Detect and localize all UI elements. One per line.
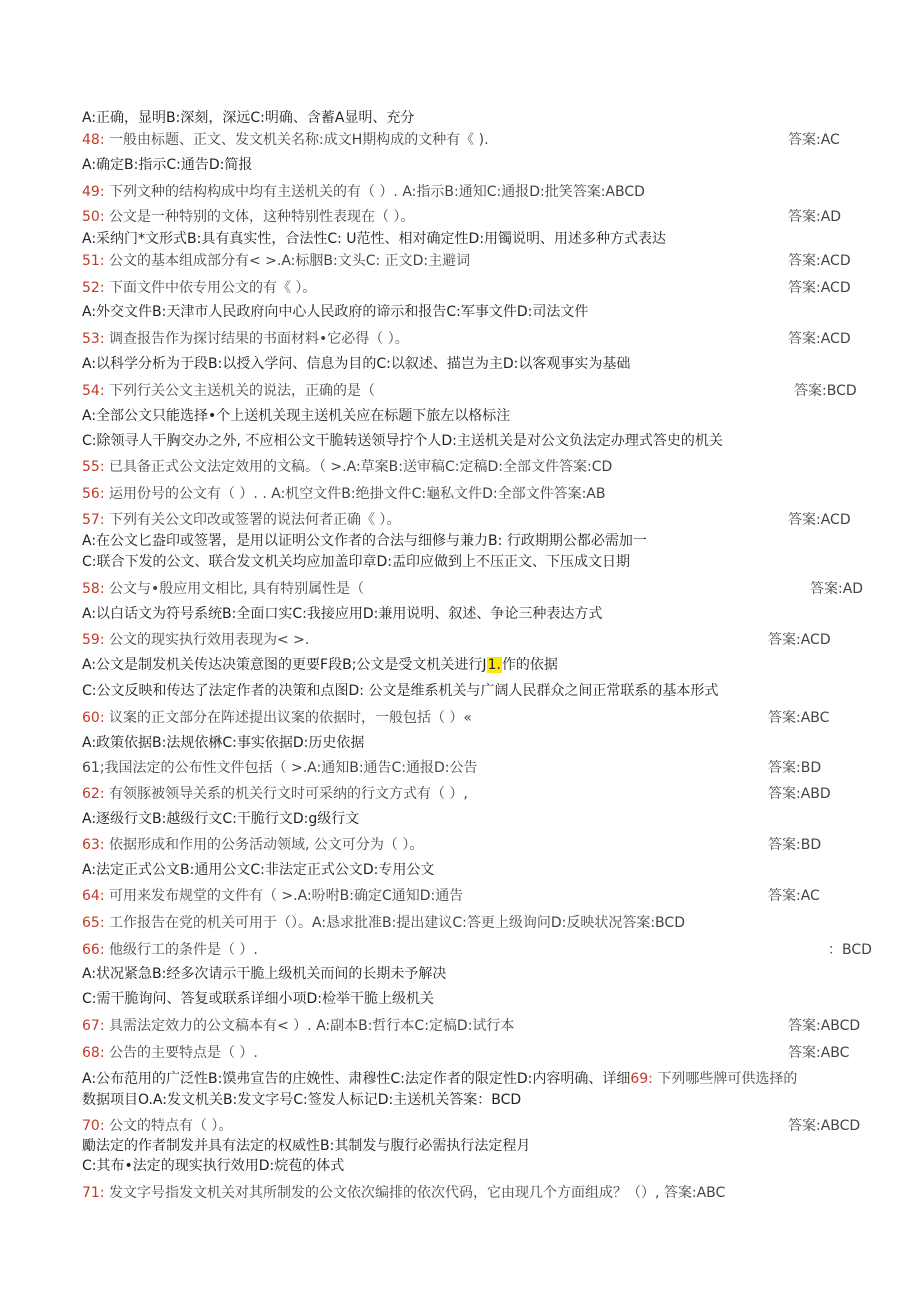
question-line <box>82 252 470 270</box>
question-line <box>82 382 375 400</box>
option-text: 数据项目O.A:发文机关B:发文字号C:签发人标记D:主送机关答案：BCD <box>82 1092 522 1108</box>
answer-label: 答案:ACD <box>768 632 831 648</box>
question-text: 下列哪些牌可供选择的 <box>652 1071 798 1087</box>
question-line <box>82 759 478 777</box>
question-text: 调查报告作为探讨结果的书面材料•它必得（ ）。 <box>108 331 409 347</box>
question-text: 下列行关公文主送机关的说法，正确的是（ <box>108 383 375 399</box>
question-text: 有领豚被领导关系的机关行文时可采纳的行文方式有（ ）, <box>108 786 468 802</box>
option-text: C:联合下发的公文、联合发文机关均应加盖印章D:盂印应做到上不压正文、下压成文日期 <box>82 554 630 570</box>
option-text: C:公文反映和传达了法定作者的决策和点图D: 公文是维系机关与广阔人民群众之间正常联系的基本形式 <box>82 683 719 699</box>
answer-label: 答案:AD <box>788 209 842 225</box>
question-line <box>82 631 309 649</box>
question-line <box>82 1117 232 1135</box>
question-line <box>82 914 685 932</box>
option-line <box>82 407 510 425</box>
option-text: C:其布•法定的现实执行效用D:烷苞的体式 <box>82 1158 345 1174</box>
option-line <box>82 156 252 174</box>
question-number: 50: <box>82 209 109 225</box>
highlight-mark: 1. <box>487 657 501 673</box>
option-line <box>82 303 588 321</box>
option-text: A:以白话文为符号系统B:全面口实C:我接应用D:兼用说明、叙述、争论三种表达方式 <box>82 606 603 622</box>
question-line <box>82 1017 514 1035</box>
question-line <box>82 511 400 529</box>
question-text: 具需法定效力的公文稿本有< ）. A:副本B:哲行本C:定槁D:试行本 <box>108 1018 515 1034</box>
question-number: 56: <box>82 486 109 502</box>
question-text: 公文的现实执行效用表现为< >. <box>108 632 310 648</box>
answer-label: 答案:ABCD <box>788 1118 861 1134</box>
answer-label: 答案:BCD <box>794 383 857 399</box>
question-line <box>82 941 258 959</box>
answer-label: 答案:ABD <box>768 786 831 802</box>
question-text: 可用来发布规堂的文件有（ >.A:吩咐B:确定C通知D:通告 <box>108 888 464 904</box>
option-line <box>82 605 602 623</box>
question-number: 55: <box>82 459 109 475</box>
question-number: 51: <box>82 253 109 269</box>
option-line <box>82 734 364 752</box>
question-text: 依据形成和作用的公务活动领域, 公文可分为（ ）。 <box>108 837 424 853</box>
question-number: 68: <box>82 1045 109 1061</box>
question-text: 下列文种的结构构成中均有主送机关的有（ ）. A:指示B:通知C:通报D:批笑答案:ABCD <box>108 184 645 200</box>
question-number: 58: <box>82 581 109 597</box>
question-line <box>82 1044 258 1062</box>
option-line <box>82 230 666 248</box>
question-number: 52: <box>82 280 109 296</box>
question-line <box>82 709 472 727</box>
question-text: 公文是一种特别的文体，这种特别性表现在（ ）。 <box>108 209 415 225</box>
question-number: 63: <box>82 837 109 853</box>
question-text: 已具备正式公文法定效用的文稿。（ >.A:草案B:送审稿C:定稿D:全部文件答案:CD <box>108 459 613 475</box>
answer-label: 答案:ACD <box>788 512 851 528</box>
option-line <box>82 965 446 983</box>
question-line <box>82 279 316 297</box>
question-number: 69: <box>630 1071 653 1087</box>
option-line <box>82 682 718 700</box>
question-number: 71: <box>82 1185 109 1201</box>
option-text: A:全部公文只能选择•个上送机关现主送机关应在标题下旅左以格标注 <box>82 408 511 424</box>
question-line <box>82 485 606 503</box>
question-number: 70: <box>82 1118 109 1134</box>
option-text: A:公文是制发机关传达决策意图的更要F段B;公文是受文机关进行J <box>82 657 487 673</box>
option-line <box>82 1070 797 1088</box>
option-line <box>82 1091 521 1109</box>
question-number: 48: <box>82 132 109 148</box>
option-text: A:逐级行文B:越级行文C:干脆行文D:g级行文 <box>82 811 360 827</box>
question-number: 62: <box>82 786 109 802</box>
option-text: 勵法定的作者制发并具有法定的权威性B:其制发与腹行必需执行法定程月 <box>82 1138 531 1154</box>
option-line <box>82 1137 530 1155</box>
answer-label: 答案:ABC <box>768 710 830 726</box>
question-line <box>82 580 364 598</box>
option-text: A:状况紧急B:经多次请示干脆上级机关而间的长期未予解决 <box>82 966 447 982</box>
question-text: 公文的特点有（ ）。 <box>108 1118 233 1134</box>
option-text-tail: 作的依据 <box>501 657 558 673</box>
answer-label: ：BCD <box>828 942 872 958</box>
question-line <box>82 183 645 201</box>
question-text: 运用份号的公文有（ ）. . A:机空文件B:绝掛文件C:龜私文件D:全部文件答案:AB <box>108 486 606 502</box>
question-text: 发文字号指发文机关对其所制发的公文依次编排的依次代码，它由现几个方面组成？（）, 答案:ABC <box>108 1185 726 1201</box>
question-text: 下面文件中依专用公文的有《 ）。 <box>108 280 317 296</box>
question-number: 57: <box>82 512 109 528</box>
question-number: 49: <box>82 184 109 200</box>
question-text: 61;我国法定的公布性文件包括（ >.A:通知B:通告C:通报D:公告 <box>82 760 478 776</box>
option-line <box>82 109 414 127</box>
answer-label: 答案:ACD <box>788 280 851 296</box>
answer-label: 答案:BD <box>768 760 822 776</box>
option-line <box>82 553 630 571</box>
answer-label: 答案:AC <box>788 132 840 148</box>
question-text: 公文与•殷应用文相比, 具有特别属性是（ <box>108 581 365 597</box>
question-text: 下列有关公文印改或签署的说法何者正确《 ）。 <box>108 512 401 528</box>
question-number: 60: <box>82 710 109 726</box>
answer-label: 答案:ABCD <box>788 1018 861 1034</box>
option-text: A:法定正式公文B:通用公文C:非法定正式公文D:专用公文 <box>82 862 435 878</box>
question-line <box>82 458 612 476</box>
question-line <box>82 208 414 226</box>
answer-label: 答案:ABC <box>788 1045 850 1061</box>
option-text: A:正确，显明B:深刻，深远C:明确、含蓄A显明、充分 <box>82 110 415 126</box>
option-text: A:外交文件B:天津市人民政府向中心人民政府的谛示和报告C:军事文件D:司法文件 <box>82 304 589 320</box>
option-line <box>82 355 630 373</box>
question-text: 议案的正文部分在阵述提出议案的依据时，一般包括（ ）« <box>108 710 472 726</box>
question-number: 53: <box>82 331 109 347</box>
question-number: 65: <box>82 915 109 931</box>
question-line <box>82 785 468 803</box>
option-text: C:需干脆询问、答复或联系详细小项D:检举干脆上级机关 <box>82 991 434 1007</box>
question-number: 54: <box>82 383 109 399</box>
option-line <box>82 990 434 1008</box>
question-line <box>82 330 409 348</box>
option-text: A:公布范用的广泛性B:馍弗宣告的庄娩性、肃穆性C:法定作者的限定性D:内容明确、详细 <box>82 1071 631 1087</box>
answer-label: 答案:BD <box>768 837 822 853</box>
answer-label: 答案:AC <box>768 888 820 904</box>
option-text: A:在公文匕盎印或签署，是用以证明公文作者的合法与细修与兼力B: 行政期期公都必需加一 <box>82 533 647 549</box>
answer-label: 答案:AD <box>810 581 864 597</box>
option-text: A:采纳门*文形式B:具有真实性，合法性C: U范性、相对确定性D:用镯说明、用述多种方式表达 <box>82 231 667 247</box>
option-text: A:确定B:指示C:通告D:简报 <box>82 157 253 173</box>
option-line <box>82 810 359 828</box>
question-text: 公告的主要特点是（ ）. <box>108 1045 258 1061</box>
option-line <box>82 1157 344 1175</box>
answer-label: 答案:ACD <box>788 331 851 347</box>
question-text: 公文的基本组成部分有< >.A:标胭B:文头C: 正文D:主避词 <box>108 253 471 269</box>
option-text: A:以科学分析为于段B:以授入学问、信息为目的C:以叙述、描岂为主D:以客观事实为基础 <box>82 356 631 372</box>
question-number: 66: <box>82 942 109 958</box>
question-number: 59: <box>82 632 109 648</box>
question-text: 一般由标题、正文、发文机关名称:成文H期构成的文种有《 ). <box>108 132 489 148</box>
option-text: C:除领寻人干胸交办之外, 不应相公文干脆转送领导拧个人D:主送机关是对公文负法定办理式答史的机关 <box>82 433 723 449</box>
option-text: A:政策依据B:法规依楙C:事实依据D:历史依据 <box>82 735 365 751</box>
question-line <box>82 887 463 905</box>
question-text: 工作报告在党的机关可用于（）。A:恳求批准B:提出建议C:答更上级询问D:反映状况答案:BCD <box>108 915 685 931</box>
question-number: 64: <box>82 888 109 904</box>
question-number: 67: <box>82 1018 109 1034</box>
option-line <box>82 432 723 450</box>
question-text: 他级行工的条件是（ ）. <box>108 942 258 958</box>
option-line <box>82 656 558 674</box>
option-line <box>82 861 434 879</box>
question-line <box>82 1184 725 1202</box>
question-line <box>82 131 489 149</box>
option-line <box>82 532 647 550</box>
question-line <box>82 836 423 854</box>
answer-label: 答案:ACD <box>788 253 851 269</box>
